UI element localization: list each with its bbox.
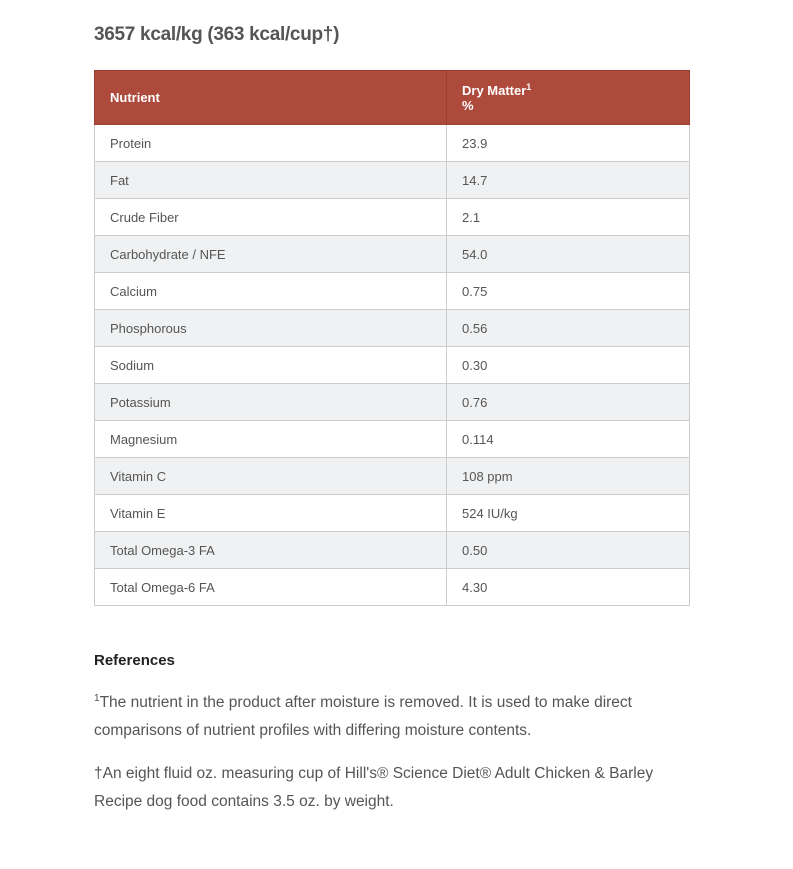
nutrient-name-cell: Carbohydrate / NFE — [95, 236, 447, 273]
calorie-title: 3657 kcal/kg (363 kcal/cup†) — [94, 24, 340, 45]
table-row — [95, 273, 690, 310]
references-heading: References — [94, 652, 175, 669]
nutrient-name-cell: Protein — [95, 125, 447, 162]
nutrient-name-cell: Total Omega-3 FA — [95, 532, 447, 569]
table-row — [95, 162, 690, 199]
nutrient-name-cell: Phosphorous — [95, 310, 447, 347]
table-row — [95, 236, 690, 273]
header-dry-matter — [447, 71, 690, 125]
nutrient-name-cell: Vitamin E — [95, 495, 447, 532]
table-row — [95, 532, 690, 569]
table-row — [95, 421, 690, 458]
table-row — [95, 458, 690, 495]
footnote-marker: 1 — [526, 81, 532, 92]
table-row — [95, 310, 690, 347]
nutrient-table — [94, 70, 690, 606]
nutrient-name-cell: Vitamin C — [95, 458, 447, 495]
dry-matter-value-cell: 524 IU/kg — [447, 495, 690, 532]
header-nutrient-label: Nutrient — [110, 90, 160, 105]
dry-matter-value-cell: 54.0 — [447, 236, 690, 273]
nutrient-name-cell: Sodium — [95, 347, 447, 384]
dry-matter-value-cell: 108 ppm — [447, 458, 690, 495]
header-dry-matter-label: Dry Matter — [462, 82, 527, 98]
reference-note-1-text: The nutrient in the product after moisture is removed. It is used to make direct comparisons of nutrient profiles with differing moisture contents. — [94, 694, 632, 739]
nutrient-name-cell: Magnesium — [95, 421, 447, 458]
dry-matter-value-cell: 0.56 — [447, 310, 690, 347]
table-row — [95, 125, 690, 162]
nutrient-name-cell: Calcium — [95, 273, 447, 310]
nutrient-name-cell: Crude Fiber — [95, 199, 447, 236]
table-row — [95, 384, 690, 421]
nutrient-name-cell: Total Omega-6 FA — [95, 569, 447, 606]
table-row — [95, 569, 690, 606]
dry-matter-value-cell: 0.50 — [447, 532, 690, 569]
dry-matter-value-cell: 14.7 — [447, 162, 690, 199]
dry-matter-value-cell: 0.30 — [447, 347, 690, 384]
footnote-marker: 1 — [94, 693, 100, 704]
table-row — [95, 495, 690, 532]
dry-matter-value-cell: 0.76 — [447, 384, 690, 421]
dry-matter-value-cell: 23.9 — [447, 125, 690, 162]
table-row — [95, 199, 690, 236]
table-body — [95, 125, 690, 606]
dry-matter-value-cell: 4.30 — [447, 569, 690, 606]
header-dry-matter-unit: % — [462, 97, 474, 113]
nutrient-name-cell: Potassium — [95, 384, 447, 421]
table-header-row — [95, 71, 690, 125]
dry-matter-value-cell: 0.75 — [447, 273, 690, 310]
dry-matter-value-cell: 2.1 — [447, 199, 690, 236]
header-nutrient — [95, 71, 447, 125]
reference-note-1 — [94, 689, 694, 745]
table-row — [95, 347, 690, 384]
reference-note-2: †An eight fluid oz. measuring cup of Hill's® Science Diet® Adult Chicken & Barley Recipe dog food contains 3.5 oz. by weight. — [94, 765, 654, 810]
nutrient-name-cell: Fat — [95, 162, 447, 199]
dry-matter-value-cell: 0.114 — [447, 421, 690, 458]
